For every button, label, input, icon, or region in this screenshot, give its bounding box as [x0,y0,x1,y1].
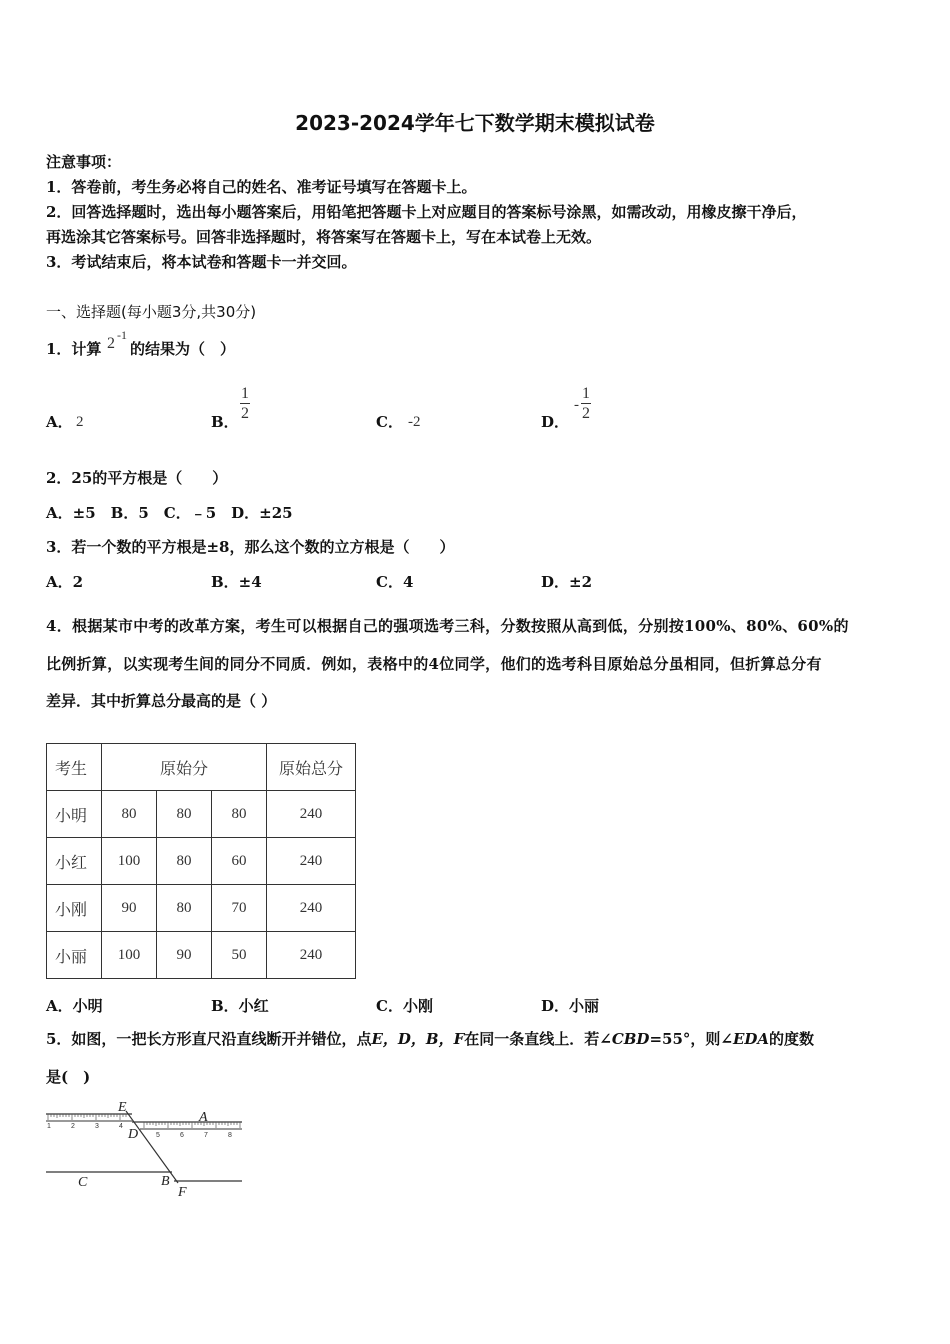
q5-text: 的度数 [769,1030,815,1048]
q4-stem-line: 4．根据某市中考的改革方案，考生可以根据自己的强项选考三科，分数按照从高到低，分别按100%、80%、60%的 [46,617,849,635]
table-cell: 小明 [47,791,102,838]
point-label-b: B [161,1174,170,1189]
table-cell: 240 [267,791,356,838]
table-cell: 240 [267,932,356,979]
table-cell: 80 [102,791,157,838]
point-label-d: D [128,1127,139,1142]
q3-option-c: C．4 [376,573,414,591]
table-header-cell: 考生 [47,744,102,791]
q2-options: A．±5 B．5 C．﹣5 D．±25 [46,504,293,522]
table-cell: 60 [212,838,267,885]
table-cell: 240 [267,838,356,885]
table-row [47,791,356,838]
table-row [47,885,356,932]
section-heading: 一、选择题(每小题3分,共30分) [46,303,257,321]
table-header-row [47,744,356,791]
q4-stem-line: 比例折算，以实现考生间的同分不同质．例如，表格中的4位同学，他们的选考科目原始总分虽相同，但折算总分有 [46,655,822,673]
q5-text: =55°，则∠ [649,1030,733,1048]
q5-angle: EDA [732,1030,770,1048]
table-header-cell: 原始总分 [267,744,356,791]
ruler-ticks-right [144,1122,240,1128]
fraction-numerator: 1 [582,385,590,402]
fraction-denominator: 2 [582,405,590,422]
q3-option-d: D．±2 [541,573,593,591]
table-row [47,838,356,885]
point-label-a: A [199,1110,208,1125]
ruler-number: 3 [95,1123,99,1130]
q5-stem-line1 [46,1029,814,1049]
q1-option-a-label: A． [46,413,73,431]
q5-angle: CBD [611,1030,650,1048]
ruler-figure [40,1098,250,1203]
q1-option-a-value: 2 [76,414,84,430]
q1-base: 2 [107,335,115,352]
table-cell: 100 [102,932,157,979]
table-cell: 80 [157,791,212,838]
notice-item: 1．答卷前，考生务必将自己的姓名、准考证号填写在答题卡上。 [46,178,477,196]
table-header-cell: 原始分 [102,744,267,791]
fraction-bar [581,403,591,404]
ruler-ticks-left [48,1114,126,1120]
q4-option-c: C．小刚 [376,997,433,1015]
notice-heading: 注意事项： [46,153,122,171]
ruler-number: 7 [204,1132,208,1139]
ruler-number: 1 [47,1123,51,1130]
q1-option-b-label: B． [211,413,239,431]
ruler-number: 6 [180,1132,184,1139]
point-label-c: C [78,1175,88,1190]
q1-option-d-label: D． [541,413,570,431]
q1-exponent: -1 [117,328,127,342]
table-cell: 90 [102,885,157,932]
q4-option-b: B．小红 [211,997,269,1015]
point-label-f: F [178,1185,187,1200]
fraction-denominator: 2 [241,405,249,422]
page-title: 2023-2024学年七下数学期末模拟试卷 [295,111,655,135]
q4-stem-line: 差异．其中折算总分最高的是（ ） [46,692,277,710]
q5-points: E，D，B，F [371,1030,465,1048]
table-cell: 小刚 [47,885,102,932]
ruler-number: 5 [156,1132,160,1139]
ruler-number: 8 [228,1132,232,1139]
fraction-bar [240,403,250,404]
table-cell: 100 [102,838,157,885]
notice-item: 2．回答选择题时，选出每小题答案后，用铅笔把答题卡上对应题目的答案标号涂黑，如需改动，用橡皮擦干净后， [46,203,807,221]
q4-option-a: A．小明 [46,997,103,1015]
point-label-e: E [118,1100,127,1115]
q1-option-b-fraction [240,385,250,422]
q1-option-c-value: -2 [408,414,421,430]
table-cell: 小红 [47,838,102,885]
table-cell: 80 [212,791,267,838]
score-table [46,743,356,979]
q1-stem-end: 的结果为（ ） [130,340,236,358]
q5-text: 5．如图，一把长方形直尺沿直线断开并错位，点 [46,1030,372,1048]
q5-stem-line2: 是( ) [46,1068,91,1086]
notice-item: 3．考试结束后，将本试卷和答题卡一并交回。 [46,253,357,271]
q1-stem-start: 1．计算 [46,340,102,358]
q4-option-d: D．小丽 [541,997,600,1015]
table-row [47,932,356,979]
fraction-numerator: 1 [241,385,249,402]
q3-option-b: B．±4 [211,573,262,591]
q2-stem: 2．25的平方根是（ ） [46,469,228,487]
q1-option-c-label: C． [376,413,403,431]
ruler-number: 2 [71,1123,75,1130]
table-cell: 80 [157,838,212,885]
table-cell: 70 [212,885,267,932]
table-cell: 90 [157,932,212,979]
q1-option-d-sign: - [574,397,579,413]
q1-option-d-fraction [581,385,591,422]
table-cell: 80 [157,885,212,932]
q3-stem: 3．若一个数的平方根是±8，那么这个数的立方根是（ ） [46,538,455,556]
q3-option-a: A．2 [46,573,84,591]
table-cell: 小丽 [47,932,102,979]
table-cell: 240 [267,885,356,932]
table-cell: 50 [212,932,267,979]
q5-text: 在同一条直线上．若∠ [464,1030,612,1048]
ruler-number: 4 [119,1123,123,1130]
notice-item: 再选涂其它答案标号。回答非选择题时，将答案写在答题卡上，写在本试卷上无效。 [46,228,602,246]
